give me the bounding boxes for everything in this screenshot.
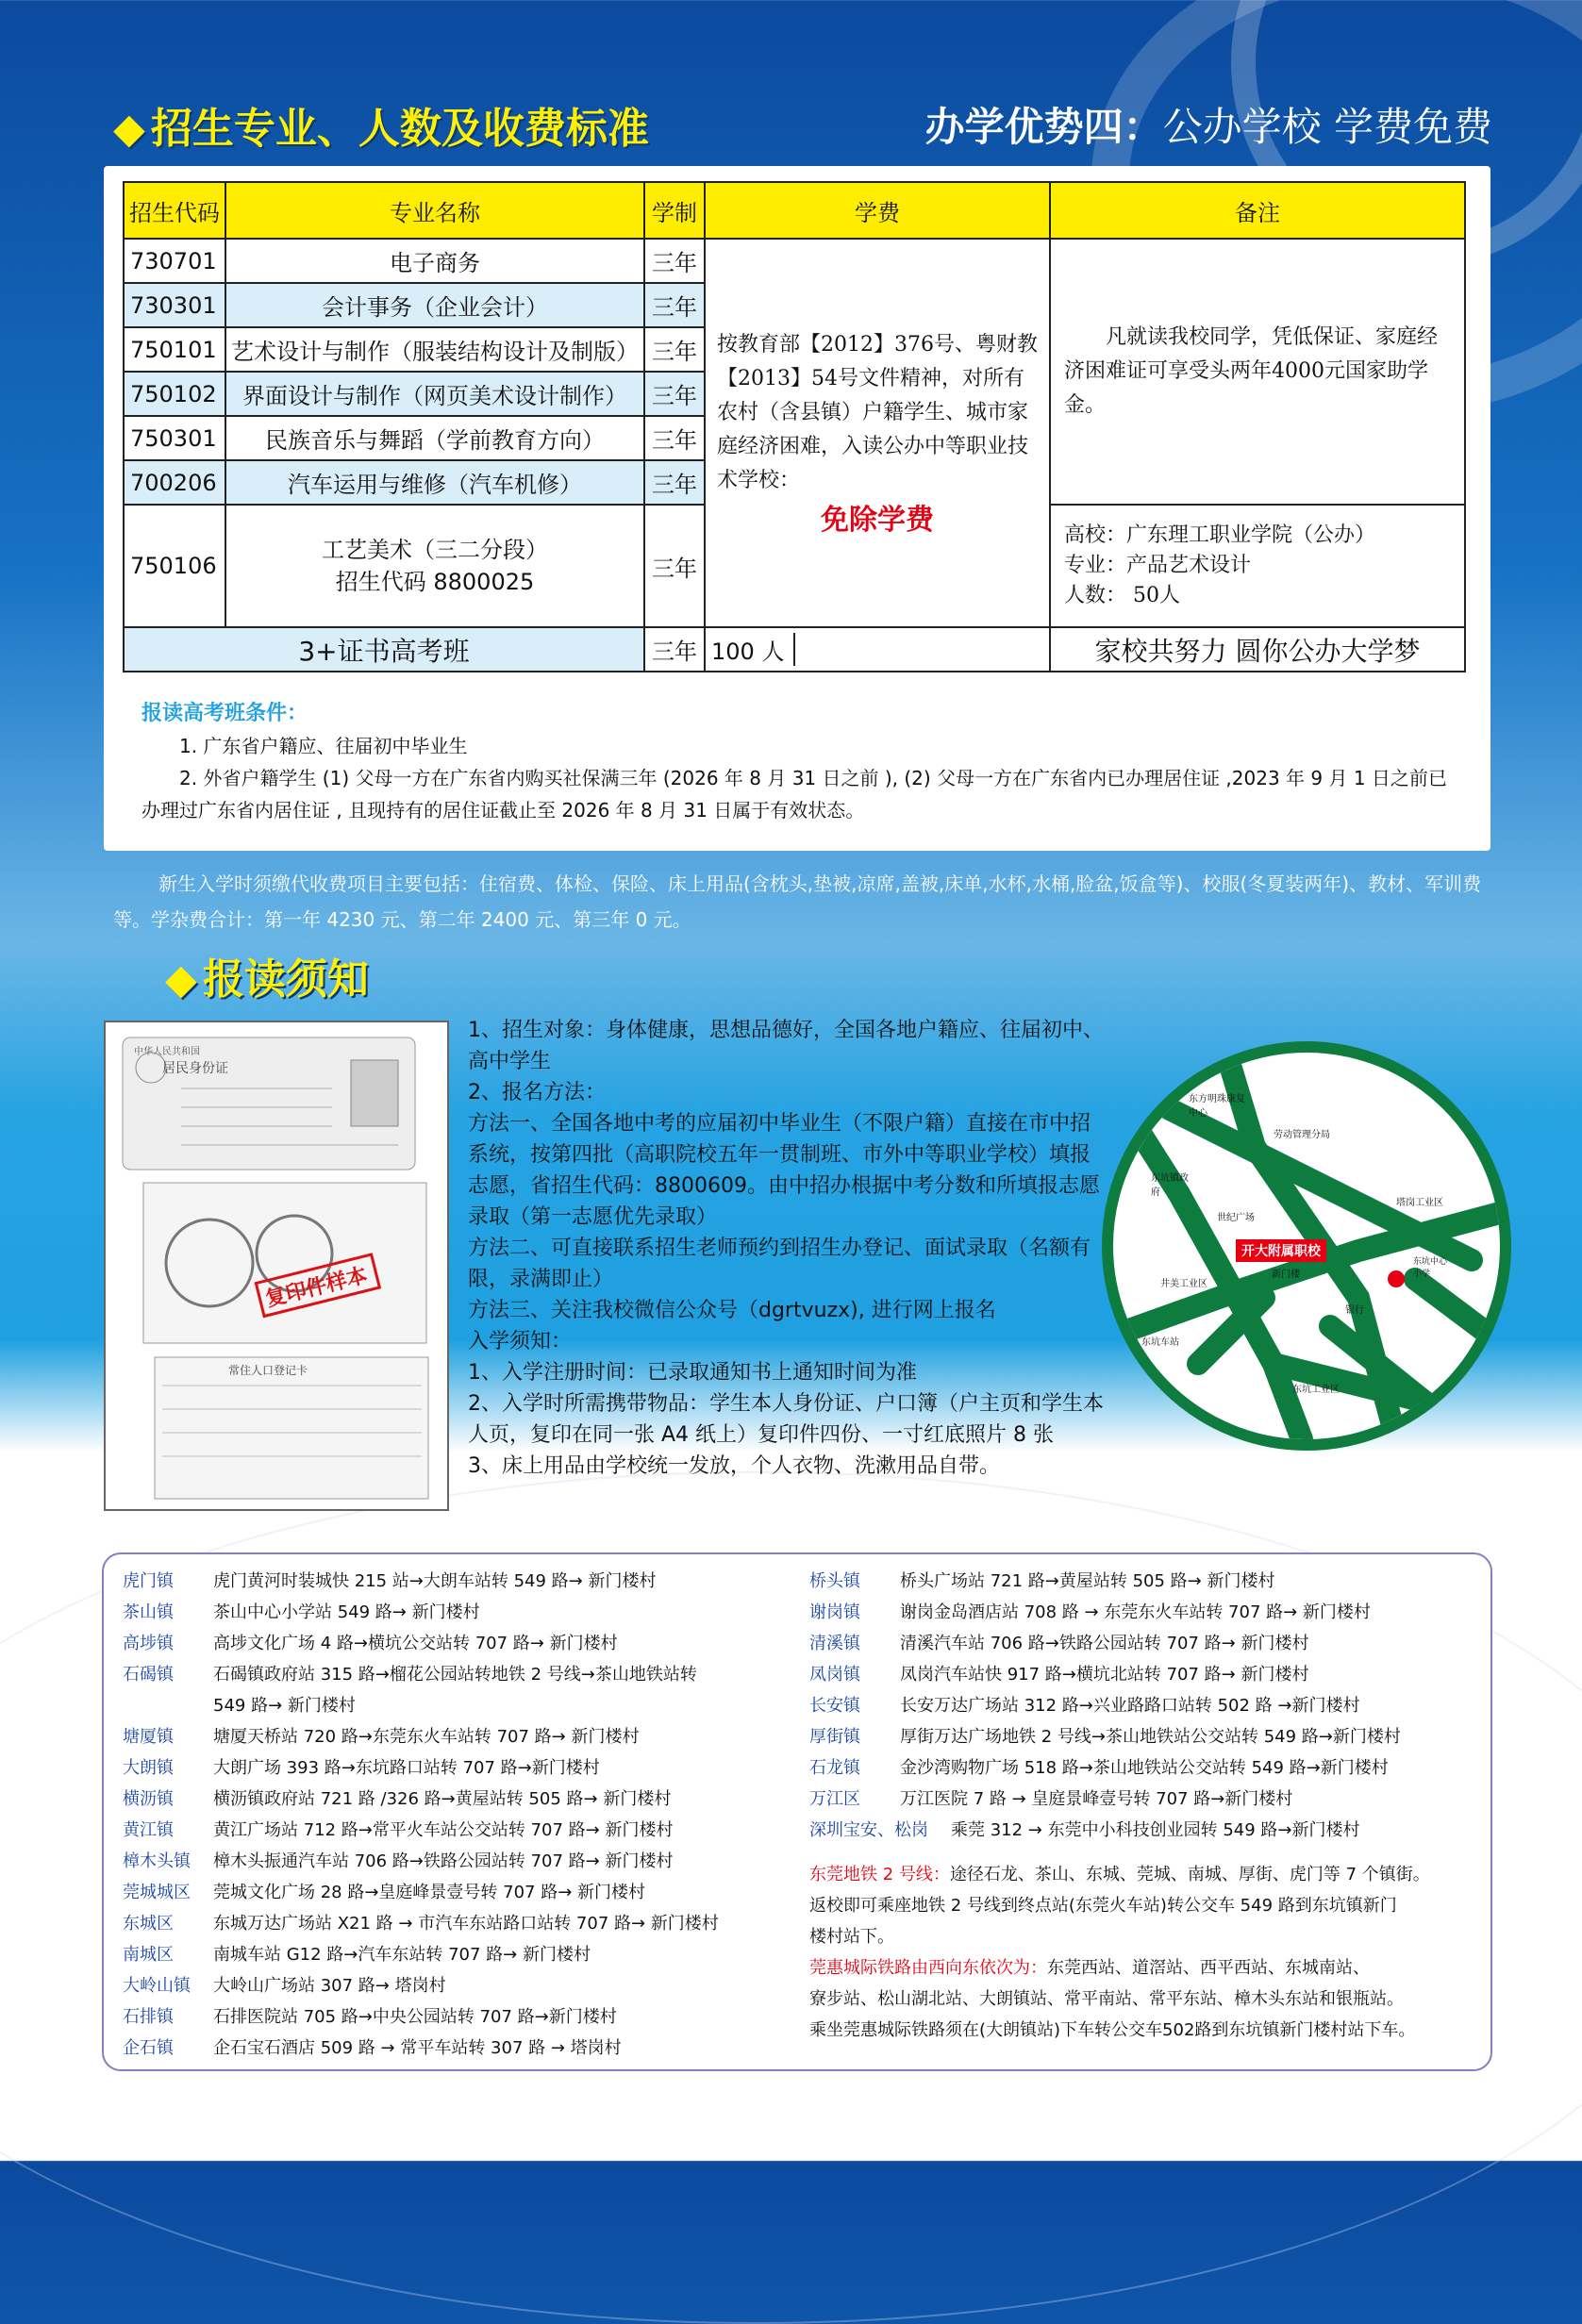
- section-title-text: 招生专业、人数及收费标准: [150, 105, 649, 153]
- route-text: 企石宝石酒店 509 路 → 常平车站转 307 路 → 塔岗村: [213, 2038, 622, 2058]
- route-text: 大朗广场 393 路→东坑路口站转 707 路→新门楼村: [213, 1758, 600, 1778]
- major-code: 730301: [124, 283, 225, 327]
- table-row: [124, 239, 1465, 283]
- route-town: 深圳宝安、松岗: [809, 1820, 928, 1840]
- route-town: 石碣镇: [123, 1665, 174, 1685]
- major-years: 三年: [644, 283, 705, 327]
- major-code: 730701: [124, 239, 225, 283]
- route-item: [809, 1752, 1481, 1784]
- route-town: 虎门镇: [123, 1571, 174, 1591]
- id-sample-image: [106, 1022, 447, 1509]
- route-text: 茶山中心小学站 549 路→ 新门楼村: [213, 1602, 480, 1622]
- tuition-free-label: 免除学费: [821, 504, 934, 537]
- major-years: 三年: [644, 327, 705, 372]
- route-town: 塘厦镇: [123, 1727, 174, 1747]
- note-count: 人数： 50人: [1064, 584, 1180, 607]
- map-label: 东坑中心小学: [1413, 1257, 1448, 1279]
- notice-item: 方法一、全国各地中考的应届初中毕业生（不限户籍）直接在市中招系统，按第四批（高职院校五年一贯制班、市外中等职业学校）填报志愿，省招生代码：8800609。由中招办根据中考分数和所填报志愿录取（第一志愿优先录取）: [468, 1112, 1100, 1229]
- header-notes: 备注: [1050, 182, 1465, 239]
- rail-label: 莞惠城际铁路由西向东依次为：: [809, 1958, 1047, 1978]
- rail-line: 乘坐莞惠城际铁路须在(大朗镇站)下车转公交车502路到东坑镇新门楼村站下车。: [809, 2020, 1416, 2040]
- route-item: [809, 1566, 1481, 1597]
- major-name-line1: 工艺美术（三二分段）: [322, 537, 548, 563]
- major-code: 750301: [124, 416, 225, 460]
- route-town: 大岭山镇: [123, 1976, 191, 1996]
- route-item: [123, 2033, 783, 2064]
- routes-left-column: [123, 1566, 783, 2064]
- map-label: 世纪广场: [1217, 1213, 1255, 1223]
- diamond-icon: ◆: [165, 955, 197, 1004]
- section-title-admissions: [113, 94, 649, 155]
- route-item: [123, 1815, 783, 1846]
- route-text: 清溪汽车站 706 路→铁路公园站转 707 路→ 新门楼村: [900, 1634, 1309, 1653]
- notice-item: 入学须知：: [468, 1330, 573, 1353]
- route-text: 莞城文化广场 28 路→皇庭峰景壹号转 707 路→ 新门楼村: [213, 1883, 646, 1902]
- route-text: 樟木头振通汽车站 706 路→铁路公园站转 707 路→ 新门楼村: [213, 1851, 674, 1871]
- route-town: 凤岗镇: [809, 1665, 860, 1685]
- route-text: 石碣镇政府站 315 路→榴花公园站转地铁 2 号线→茶山地铁站转: [213, 1665, 697, 1685]
- fees-note: 新生入学时须缴代收费项目主要包括：住宿费、体检、保险、床上用品(含枕头,垫被,凉席,盖被,床单,水杯,水桶,脸盆,饭盒等)、校服(冬夏装两年)、教材、军训费等。学杂费合计：第一年 4230 元、第二年 2400 元、第三年 0 元。: [113, 872, 1482, 931]
- route-item: [809, 1597, 1481, 1628]
- route-item: [809, 1721, 1481, 1752]
- major-code: 700206: [124, 460, 225, 505]
- location-map: [1102, 1041, 1511, 1451]
- major-name: [225, 505, 644, 627]
- major-name: 民族音乐与舞蹈（学前教育方向）: [225, 416, 644, 460]
- route-text: 大岭山广场站 307 路→ 塔岗村: [213, 1976, 446, 1996]
- route-town: 莞城城区: [123, 1883, 191, 1902]
- condition-item: 2. 外省户籍学生 (1) 父母一方在广东省内购买社保满三年 (2026 年 8 月 31 日之前 ), (2) 父母一方在广东省内已办理居住证 ,2023 年 9 月 1 日之前已办理过广东省内居住证 , 且现持有的居住证截止至 2026 年 8 月 31 日属于有效状态。: [142, 767, 1447, 822]
- route-town: 高埗镇: [123, 1634, 174, 1653]
- route-town: 樟木头镇: [123, 1851, 191, 1871]
- exam-class-years: 三年: [644, 627, 705, 672]
- route-text: 东城万达广场站 X21 路 → 市汽车东站路口站转 707 路→ 新门楼村: [213, 1914, 719, 1934]
- route-text: 高埗文化广场 4 路→横坑公交站转 707 路→ 新门楼村: [213, 1634, 618, 1653]
- route-text: 长安万达广场站 312 路→兴业路路口站转 502 路 →新门楼村: [900, 1696, 1360, 1716]
- advantage-label: 办学优势四：: [924, 104, 1163, 150]
- route-text: 塘厦天桥站 720 路→东莞东火车站转 707 路→ 新门楼村: [213, 1727, 640, 1747]
- route-town: 桥头镇: [809, 1571, 860, 1591]
- note-college-cell: [1050, 505, 1465, 627]
- header-years: 学制: [644, 182, 705, 239]
- exam-class-name: 3+证书高考班: [124, 627, 644, 672]
- map-school-label: 开大附属职校: [1236, 1239, 1326, 1262]
- route-item: [809, 1628, 1481, 1659]
- map-label: 新门楼: [1272, 1270, 1300, 1280]
- header-tuition: 学费: [705, 182, 1050, 239]
- header-major: 专业名称: [225, 182, 644, 239]
- route-text: 谢岗金岛酒店站 708 路 → 东莞东火车站转 707 路→ 新门楼村: [900, 1602, 1371, 1622]
- route-town: 南城区: [123, 1945, 174, 1965]
- major-code: 750102: [124, 372, 225, 416]
- metro-info: [809, 1859, 1481, 2046]
- route-item: [123, 1846, 783, 1877]
- route-town: 石龙镇: [809, 1758, 860, 1778]
- route-text: 549 路→ 新门楼村: [213, 1696, 356, 1716]
- route-town: 东城区: [123, 1914, 174, 1934]
- map-label: 东方明珠康复中心: [1189, 1094, 1245, 1119]
- route-town: 企石镇: [123, 2038, 174, 2058]
- household-card-title: 常住人口登记卡: [228, 1364, 308, 1377]
- table-header-row: [124, 182, 1465, 239]
- route-town: 万江区: [809, 1789, 860, 1809]
- metro-line: 返校即可乘座地铁 2 号线到终点站(东莞火车站)转公交车 549 路到东坑镇新门: [809, 1896, 1397, 1916]
- tuition-cell: [705, 239, 1050, 627]
- note-cell: [1050, 239, 1465, 505]
- section-title-text: 报读须知: [202, 955, 369, 1004]
- route-item: [809, 1690, 1481, 1721]
- route-item: [123, 1784, 783, 1815]
- route-text: 厚街万达广场地铁 2 号线→茶山地铁站公交站转 549 路→新门楼村: [900, 1727, 1401, 1747]
- route-town: [123, 1690, 213, 1721]
- map-label: 东坑车站: [1141, 1337, 1179, 1348]
- exam-class-slogan: 家校共努力 圆你公办大学梦: [1050, 627, 1465, 672]
- route-item: [123, 1690, 783, 1721]
- route-town: 横沥镇: [123, 1789, 174, 1809]
- route-item: [123, 1597, 783, 1628]
- major-years: 三年: [644, 239, 705, 283]
- notice-item: 2、入学时所需携带物品：学生本人身份证、户口簿（户主页和学生本人页，复印在同一张 A4 纸上）复印件四份、一寸红底照片 8 张: [468, 1392, 1104, 1447]
- map-label: 劳动管理分局: [1274, 1130, 1330, 1140]
- major-name: 会计事务（企业会计）: [225, 283, 644, 327]
- note-college: 高校：广东理工职业学院（公办）: [1064, 523, 1376, 547]
- major-years: 三年: [644, 416, 705, 460]
- major-name-line2: 招生代码 8800025: [335, 569, 535, 595]
- route-item: [123, 1752, 783, 1784]
- metro-label: 东莞地铁 2 号线：: [809, 1865, 950, 1884]
- route-item: [809, 1659, 1481, 1690]
- route-item: [123, 1970, 783, 2001]
- route-town: 谢岗镇: [809, 1602, 860, 1622]
- map-label: 塔岗工业区: [1396, 1198, 1443, 1208]
- map-label: 东坑镇政府: [1151, 1173, 1189, 1198]
- id-card-title: 居民身份证: [162, 1061, 228, 1076]
- advantage-banner: [925, 96, 1492, 153]
- bus-routes-box: [102, 1552, 1492, 2071]
- major-name: 电子商务: [225, 239, 644, 283]
- route-town: 石排镇: [123, 2007, 174, 2027]
- route-item: [123, 1628, 783, 1659]
- route-item: [123, 1659, 783, 1690]
- major-code: 750106: [124, 505, 225, 627]
- route-item: [123, 1877, 783, 1908]
- route-text: 乘莞 312 → 东莞中小科技创业园转 549 路→新门楼村: [951, 1820, 1360, 1840]
- route-text: 虎门黄河时装城快 215 站→大朗车站转 549 路→ 新门楼村: [213, 1571, 657, 1591]
- route-item: [123, 1939, 783, 1970]
- notice-text: [468, 1015, 1109, 1482]
- route-item: [123, 1721, 783, 1752]
- major-years: 三年: [644, 460, 705, 505]
- map-label: 东坑工业区: [1292, 1385, 1340, 1395]
- routes-right-column: [809, 1566, 1481, 2046]
- notice-item: 3、床上用品由学校统一发放，个人衣物、洗漱用品自带。: [468, 1454, 1000, 1478]
- route-text: 黄江广场站 712 路→常平火车站公交站转 707 路→ 新门楼村: [213, 1820, 674, 1840]
- route-town: 清溪镇: [809, 1634, 860, 1653]
- route-town: 厚街镇: [809, 1727, 860, 1747]
- exam-conditions: [142, 698, 1462, 826]
- major-years: 三年: [644, 372, 705, 416]
- exam-class-count-text: 100 人: [711, 633, 795, 666]
- major-years: 三年: [644, 505, 705, 627]
- route-text: 石排医院站 705 路→中央公园站转 707 路→新门楼村: [213, 2007, 617, 2027]
- exam-class-row: [124, 627, 1465, 672]
- condition-item: 1. 广东省户籍应、往届初中毕业生: [179, 735, 468, 757]
- map-label: 银行: [1345, 1305, 1364, 1316]
- majors-table: [123, 181, 1466, 672]
- route-text: 南城车站 G12 路→汽车东站转 707 路→ 新门楼村: [213, 1945, 591, 1965]
- major-name: 艺术设计与制作（服装结构设计及制版）: [225, 327, 644, 372]
- route-town: 茶山镇: [123, 1602, 174, 1622]
- conditions-title: 报读高考班条件：: [142, 702, 308, 725]
- diamond-icon: ◆: [113, 105, 145, 153]
- route-town: 大朗镇: [123, 1758, 174, 1778]
- advantage-text: 公办学校 学费免费: [1162, 104, 1492, 150]
- header-code: 招生代码: [124, 182, 225, 239]
- major-code: 750101: [124, 327, 225, 372]
- note-major: 专业：产品艺术设计: [1064, 554, 1252, 577]
- notice-item: 方法三、关注我校微信公众号（dgrtvuzx), 进行网上报名: [468, 1299, 996, 1322]
- route-text: 金沙湾购物广场 518 路→茶山地铁站公交站转 549 路→新门楼村: [900, 1758, 1389, 1778]
- route-text: 凤岗汽车站快 917 路→横坑北站转 707 路→ 新门楼村: [900, 1665, 1309, 1685]
- notice-item: 2、报名方法：: [468, 1081, 606, 1104]
- rail-line: 寮步站、松山湖北站、大朗镇站、常平南站、常平东站、樟木头东站和银瓶站。: [809, 1989, 1404, 2009]
- notice-item: 1、入学注册时间：已录取通知书上通知时间为准: [468, 1361, 917, 1385]
- rail-line: 东莞西站、道滘站、西平西站、东城南站、: [1047, 1958, 1370, 1978]
- route-text: 桥头广场站 721 路→黄屋站转 505 路→ 新门楼村: [900, 1571, 1275, 1591]
- tuition-policy-text: 按教育部【2012】376号、粤财教【2013】54号文件精神，对所有农村（含县镇）户籍学生、城市家庭经济困难，入读公办中等职业技术学校：: [717, 333, 1038, 492]
- route-text: 万江医院 7 路 → 皇庭景峰壹号转 707 路→新门楼村: [900, 1789, 1293, 1809]
- id-document-sample: [104, 1021, 449, 1511]
- exam-class-count: [705, 627, 1050, 672]
- route-town: 黄江镇: [123, 1820, 174, 1840]
- route-item: [809, 1815, 1481, 1846]
- route-text: 横沥镇政府站 721 路 /326 路→黄屋站转 505 路→ 新门楼村: [213, 1789, 672, 1809]
- notice-item: 方法二、可直接联系招生老师预约到招生办登记、面试录取（名额有限，录满即止）: [468, 1237, 1091, 1291]
- notice-item: 1、招生对象：身体健康，思想品德好，全国各地户籍应、往届初中、高中学生: [468, 1019, 1104, 1073]
- route-town: 长安镇: [809, 1696, 860, 1716]
- major-name: 汽车运用与维修（汽车机修）: [225, 460, 644, 505]
- route-item: [123, 1566, 783, 1597]
- id-country: 中华人民共和国: [134, 1047, 200, 1057]
- route-item: [123, 1908, 783, 1939]
- note-subsidy-text: 凡就读我校同学，凭低保证、家庭经济困难证可享受头两年4000元国家助学金。: [1064, 325, 1439, 417]
- metro-line: 楼村站下。: [809, 1927, 894, 1947]
- metro-line: 途径石龙、茶山、东城、莞城、南城、厚街、虎门等 7 个镇街。: [949, 1865, 1430, 1884]
- map-label: 井美工业区: [1160, 1279, 1207, 1289]
- section-title-notice: [165, 945, 369, 1005]
- copy-sample-stamp: 复印件样本: [263, 1264, 370, 1312]
- route-item: [123, 2001, 783, 2033]
- route-item: [809, 1784, 1481, 1815]
- major-name: 界面设计与制作（网页美术设计制作）: [225, 372, 644, 416]
